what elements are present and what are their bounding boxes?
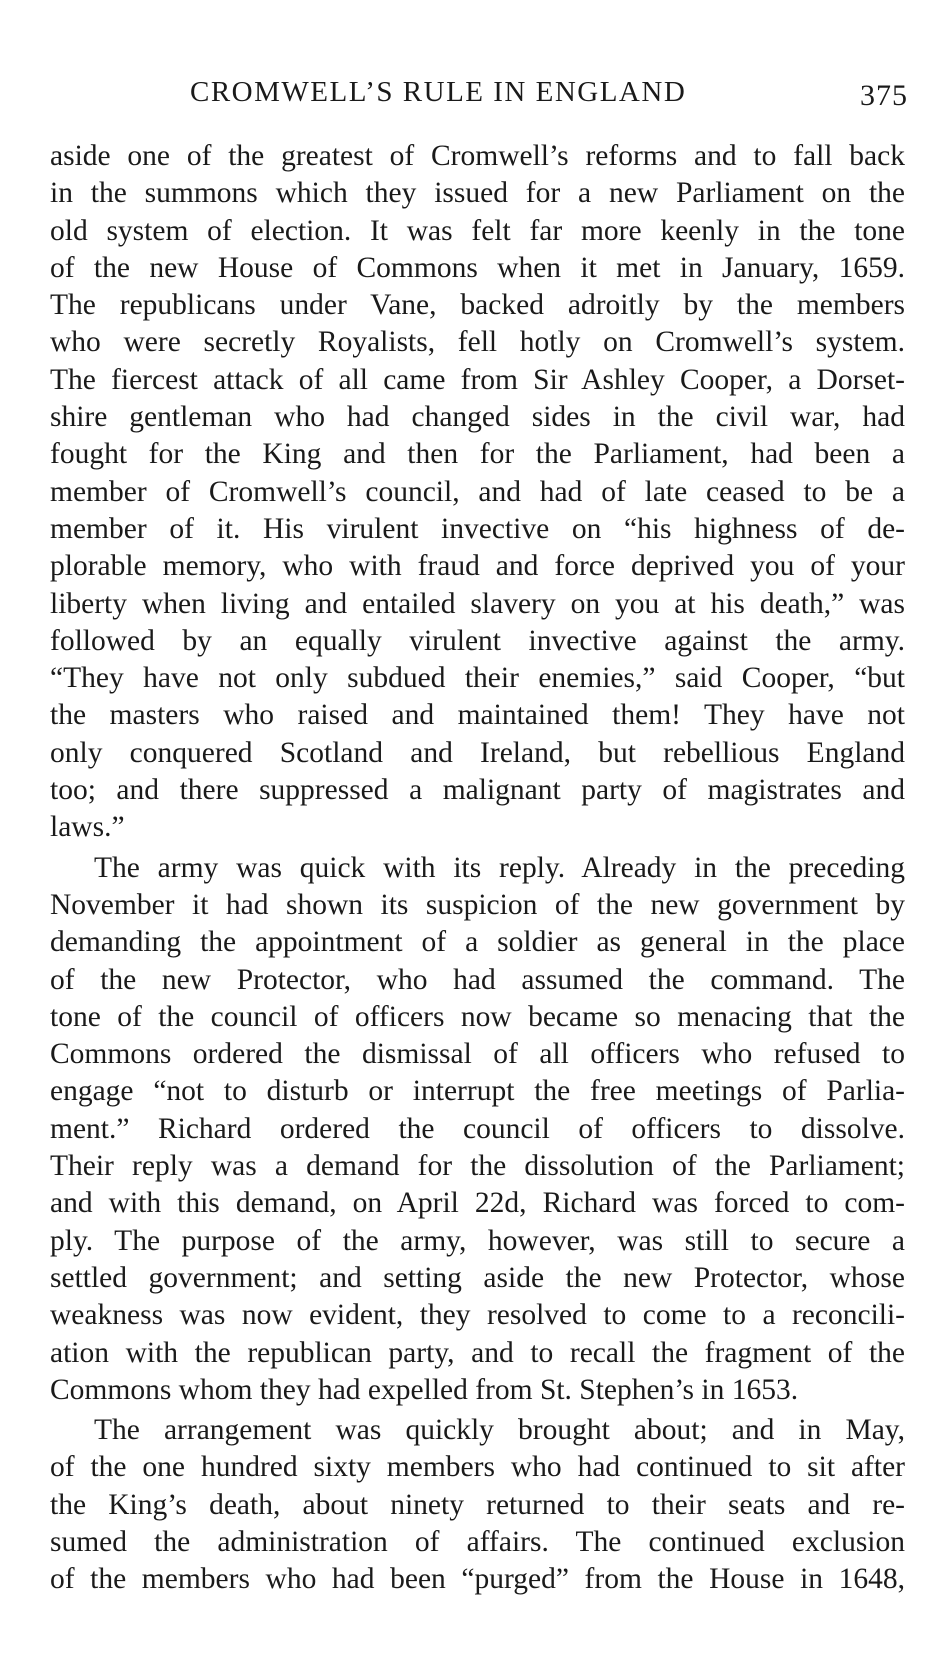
text-line: who were secretly Royalists, fell hotly on Cromwell’s system.	[50, 326, 905, 359]
running-head-title: CROMWELL’S RULE IN ENGLAND	[190, 76, 687, 108]
text-line: of the members who had been “purged” from the House in 1648,	[50, 1563, 905, 1596]
text-line: laws.”	[50, 811, 125, 844]
text-line: The republicans under Vane, backed adroitly by the members	[50, 289, 905, 322]
text-line: engage “not to disturb or interrupt the free meetings of Parlia-	[50, 1075, 905, 1108]
running-head	[0, 72, 950, 112]
paragraph	[50, 138, 905, 847]
text-line: The fiercest attack of all came from Sir Ashley Cooper, a Dorset-	[50, 363, 905, 396]
text-line: too; and there suppressed a malignant party of magistrates and	[50, 774, 905, 807]
text-line: in the summons which they issued for a new Parliament on the	[50, 177, 905, 210]
text-line: fought for the King and then for the Parliament, had been a	[50, 438, 905, 471]
text-line: plorable memory, who with fraud and force deprived you of your	[50, 550, 905, 583]
text-line: the masters who raised and maintained them! They have not	[50, 699, 905, 732]
text-line: tone of the council of officers now became so menacing that the	[50, 1000, 905, 1033]
paragraph	[50, 1412, 905, 1598]
paragraph	[50, 850, 905, 1409]
text-line: the King’s death, about ninety returned to their seats and re-	[50, 1488, 905, 1521]
text-line: liberty when living and entailed slavery on you at his death,” was	[50, 587, 905, 620]
page-number: 375	[860, 79, 908, 112]
body-text	[50, 138, 905, 1599]
text-line: member of it. His virulent invective on “his highness of de-	[50, 512, 905, 545]
text-line: The army was quick with its reply. Already in the preceding	[94, 851, 905, 884]
text-line: aside one of the greatest of Cromwell’s reforms and to fall back	[50, 140, 905, 172]
text-line: November it had shown its suspicion of the new government by	[50, 888, 905, 921]
text-line: The arrangement was quickly brought about; and in May,	[94, 1414, 905, 1447]
text-line: ation with the republican party, and to recall the fragment of the	[50, 1336, 905, 1369]
text-line: of the one hundred sixty members who had continued to sit after	[50, 1451, 905, 1484]
text-line: only conquered Scotland and Ireland, but rebellious England	[50, 736, 905, 769]
text-line: and with this demand, on April 22d, Richard was forced to com-	[50, 1187, 905, 1220]
text-line: of the new House of Commons when it met in January, 1659.	[50, 251, 905, 284]
text-line: Commons whom they had expelled from St. Stephen’s in 1653.	[50, 1373, 799, 1406]
text-line: settled government; and setting aside the new Protector, whose	[50, 1261, 905, 1294]
text-line: of the new Protector, who had assumed the command. The	[50, 963, 905, 996]
text-line: Their reply was a demand for the dissolution of the Parliament;	[50, 1150, 905, 1183]
text-line: demanding the appointment of a soldier as general in the place	[50, 926, 905, 959]
text-line: weakness was now evident, they resolved to come to a reconcili-	[50, 1299, 905, 1332]
text-line: Commons ordered the dismissal of all officers who refused to	[50, 1038, 905, 1071]
text-line: ment.” Richard ordered the council of officers to dissolve.	[50, 1112, 905, 1145]
text-line: member of Cromwell’s council, and had of late ceased to be a	[50, 475, 905, 508]
text-line: old system of election. It was felt far more keenly in the tone	[50, 214, 905, 247]
text-line: sumed the administration of affairs. The continued exclusion	[50, 1525, 905, 1558]
text-line: shire gentleman who had changed sides in the civil war, had	[50, 401, 905, 434]
text-line: ply. The purpose of the army, however, was still to secure a	[50, 1224, 905, 1257]
text-line: followed by an equally virulent invective against the army.	[50, 624, 905, 657]
text-line: “They have not only subdued their enemies,” said Cooper, “but	[50, 662, 905, 695]
